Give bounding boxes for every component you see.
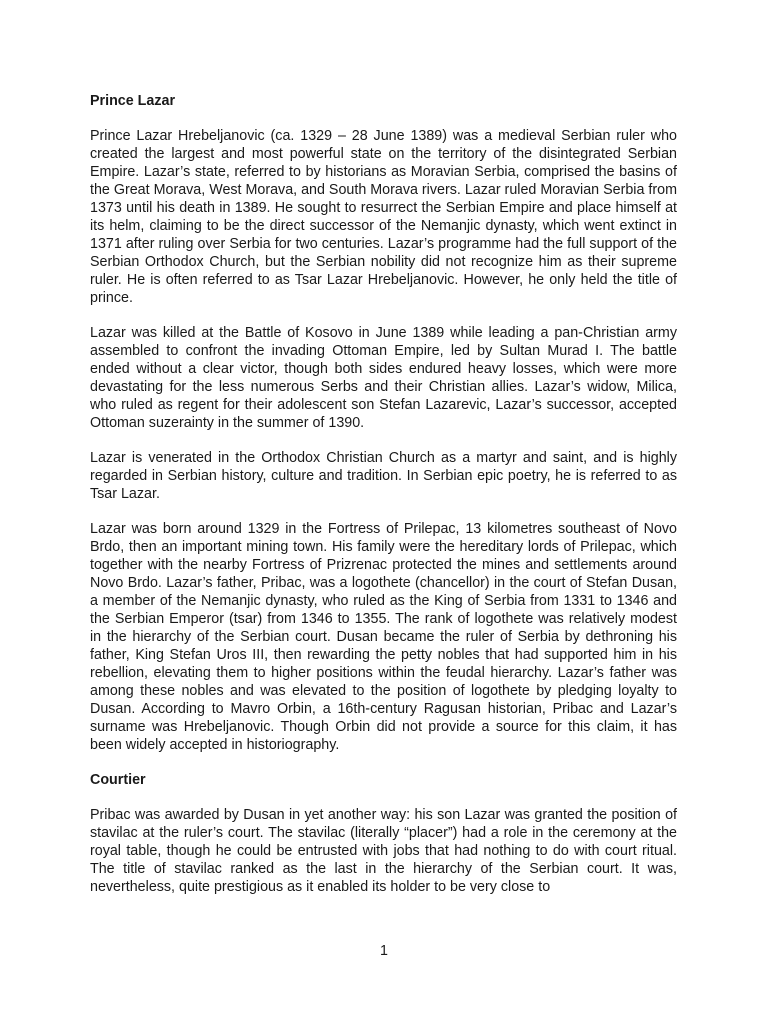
section-heading-courtier: Courtier [90,772,146,788]
paragraph-intro: Prince Lazar Hrebeljanovic (ca. 1329 – 28 June 1389) was a medieval Serbian ruler who created the largest and most powerful state on the territory of the disintegrated Serbian Empire. Lazar’s state, referred to by historians as Moravian Serbia, comprised the basins of the Great Morava, West Morava, and South Morava rivers. Lazar ruled Moravian Serbia from 1373 until his death in 1389. He sought to resurrect the Serbian Empire and place himself at its helm, claiming to be the direct successor of the Nemanjic dynasty, which went extinct in 1371 after ruling over Serbia for two centuries. Lazar’s programme had the full support of the Serbian Orthodox Church, but the Serbian nobility did not recognize him as their supreme ruler. He is often referred to as Tsar Lazar Hrebeljanovic. However, he only held the title of prince. [90,128,677,306]
paragraph-early-life: Lazar was born around 1329 in the Fortress of Prilepac, 13 kilometres southeast of Novo Brdo, then an important mining town. His family were the hereditary lords of Prilepac, which together with the nearby Fortress of Prizrenac protected the mines and settlements around Novo Brdo. Lazar’s father, Pribac, was a logothete (chancellor) in the court of Stefan Dusan, a member of the Nemanjic dynasty, who ruled as the King of Serbia from 1331 to 1346 and the Serbian Emperor (tsar) from 1346 to 1355. The rank of logothete was relatively modest in the hierarchy of the Serbian court. Dusan became the ruler of Serbia by dethroning his father, King Stefan Uros III, then rewarding the petty nobles that had supported him in his rebellion, elevating them to higher positions within the feudal hierarchy. Lazar’s father was among these nobles and was elevated to the position of logothete by pledging loyalty to Dusan. According to Mavro Orbin, a 16th-century Ragusan historian, Pribac and Lazar’s surname was Hrebeljanovic. Though Orbin did not provide a source for this claim, it has been widely accepted in historiography. [90,521,677,753]
paragraph-veneration: Lazar is venerated in the Orthodox Christian Church as a martyr and saint, and is highly regarded in Serbian history, culture and tradition. In Serbian epic poetry, he is referred to as Tsar Lazar. [90,450,677,502]
document-body [90,92,677,913]
section-heading-prince-lazar: Prince Lazar [90,93,176,109]
paragraph-courtier: Pribac was awarded by Dusan in yet another way: his son Lazar was granted the position of stavilac at the ruler’s court. The stavilac (literally “placer”) had a role in the ceremony at the royal table, though he could be entrusted with jobs that had nothing to do with court ritual. The title of stavilac ranked as the last in the hierarchy of the Serbian court. It was, nevertheless, quite prestigious as it enabled its holder to be very close to [90,807,677,895]
page-number: 1 [380,943,388,959]
paragraph-battle-of-kosovo: Lazar was killed at the Battle of Kosovo in June 1389 while leading a pan-Christian army assembled to confront the invading Ottoman Empire, led by Sultan Murad I. The battle ended without a clear victor, though both sides endured heavy losses, which were more devastating for the less numerous Serbs and their Christian allies. Lazar’s widow, Milica, who ruled as regent for their adolescent son Stefan Lazarevic, Lazar’s successor, accepted Ottoman suzerainty in the summer of 1390. [90,325,677,431]
